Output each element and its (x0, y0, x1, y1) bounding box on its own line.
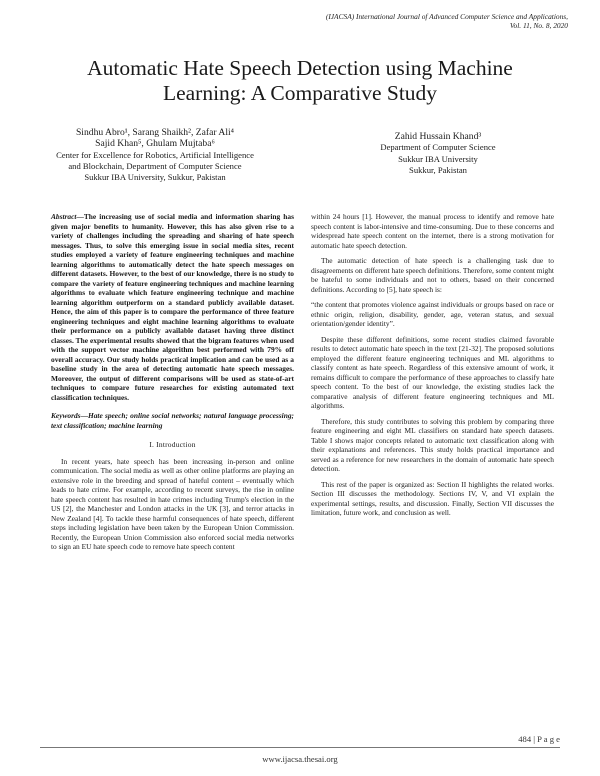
author-block-left (40, 127, 270, 183)
intro-paragraph: In recent years, hate speech has been increasing in-person and online communication. The social media as well as other online platforms are playing an extensive role in the breeding and spread of hateful content – eventually which leads to hate crime. For example, according to recent surveys, the rise in online hate speech content has resulted in hate crimes including Trump's election in the US [2], the Manchester and London attacks in the UK [3], and terror attacks in New Zealand [4]. To tackle these harmful consequences of hate speech, different steps including legislation have been taken by the European Union Commission. Recently, the European Union Commission also enforced social media networks to sign an EU hate speech code to remove hate speech content (51, 456, 294, 551)
affiliation-line-3: Sukkur IBA University, Sukkur, Pakistan (84, 172, 226, 183)
journal-header (228, 12, 568, 30)
affiliation-line-2: Sukkur IBA University (398, 153, 478, 164)
affiliation-line-2: and Blockchain, Department of Computer Science (68, 160, 242, 171)
abstract-lead: Abstract— (51, 212, 84, 221)
paper-title (40, 56, 560, 106)
section-heading-introduction: I. Introduction (149, 440, 196, 449)
paragraph: This rest of the paper is organized as: Section II highlights the related works. Section III discusses the methodology. Sections IV, V, and VI explain the experimental settings, results, and discussion. Finally, Section VII discusses the limitation, future work, and conclusion as well. (311, 479, 554, 517)
keywords: Keywords—Hate speech; online social networks; natural language processing; text classification; machine learning (51, 411, 294, 430)
definition-quote: “the content that promotes violence against individuals or groups based on race or ethnic origin, religion, disability, gender, age, veteran status, and sexual orientation/gender identity”. (311, 300, 554, 328)
page-number: 484 | P a g e (518, 734, 560, 744)
journal-volume: Vol. 11, No. 8, 2020 (509, 21, 568, 30)
author-name: Zahid Hussain Khand³ (394, 131, 482, 142)
affiliation-line-1: Center for Excellence for Robotics, Artificial Intelligence (56, 149, 254, 160)
paragraph: The automatic detection of hate speech is a challenging task due to disagreements on different hate speech definitions. Therefore, some content might be hateful to some individuals and not to others, based on their concerned definitions. According to [5], hate speech is: (311, 256, 554, 294)
paragraph: within 24 hours [1]. However, the manual process to identify and remove hate speech content is labor-intensive and time-consuming. Due to these concerns and widespread hate speech content on the internet, there is a strong motivation for automatic hate speech detection. (311, 212, 554, 250)
journal-url: www.ijacsa.thesai.org (262, 754, 338, 764)
abstract (51, 212, 294, 402)
footer-divider (40, 747, 560, 748)
affiliation-line-1: Department of Computer Science (380, 142, 496, 153)
title-line-2: Learning: A Comparative Study (162, 81, 438, 105)
author-names-line-1: Sindhu Abro¹, Sarang Shaikh², Zafar Ali⁴ (75, 127, 235, 138)
journal-name: (IJACSA) International Journal of Advanced Computer Science and Applications, (325, 12, 568, 21)
title-line-1: Automatic Hate Speech Detection using Machine (87, 56, 513, 80)
right-column (311, 212, 554, 524)
left-column (51, 212, 294, 558)
abstract-text: The increasing use of social media and information sharing has given major benefits to humanity. However, this has also given rise to a variety of challenges including the spreading and sharing of hate speech messages. Thus, to solve this emerging issue in social media sites, recent studies employed a variety of feature engineering techniques and machine learning algorithms to automatically detect the hate speech messages on different datasets. However, to the best of our knowledge, there is no study to compare the variety of feature engineering techniques and machine learning algorithms to evaluate which feature engineering technique and machine learning algorithm outperform on a standard publicly available dataset. Hence, the aim of this paper is to compare the performance of three feature engineering techniques and eight machine learning algorithms to evaluate their performance on a publicly available dataset having three distinct classes. The experimental results showed that the bigram features when used with the support vector machine algorithm best performed with 79% off overall accuracy. Our study holds practical implication and can be used as a baseline study in the area of detecting automatic hate speech messages. Moreover, the output of different comparisons will be used as state-of-art techniques to compare future researches for existing automated text classification techniques. (51, 212, 294, 402)
affiliation-line-3: Sukkur, Pakistan (409, 164, 467, 175)
author-names-line-2: Sajid Khan⁵, Ghulam Mujtaba⁶ (95, 138, 215, 150)
author-block-right (312, 131, 564, 176)
paragraph: Therefore, this study contributes to solving this problem by comparing three feature engineering and eight ML classifiers on standard hate speech datasets. Table I shows major concepts related to automatic text classification along with their explanations and references. This study holds practical importance and served as a reference for new researchers in the domain of automatic hate speech detection. (311, 416, 554, 473)
paragraph: Despite these different definitions, some recent studies claimed favorable results to detect automatic hate speech in the text [21-32]. The proposed solutions employed the different feature engineering techniques and ML algorithms to classify content as hate speech. Regardless of this extensive amount of work, it remains difficult to compare the performance of these approaches to classify hate speech content. To the best of our knowledge, the existing studies lack the comparative analysis of different feature engineering techniques and ML algorithms. (311, 334, 554, 410)
